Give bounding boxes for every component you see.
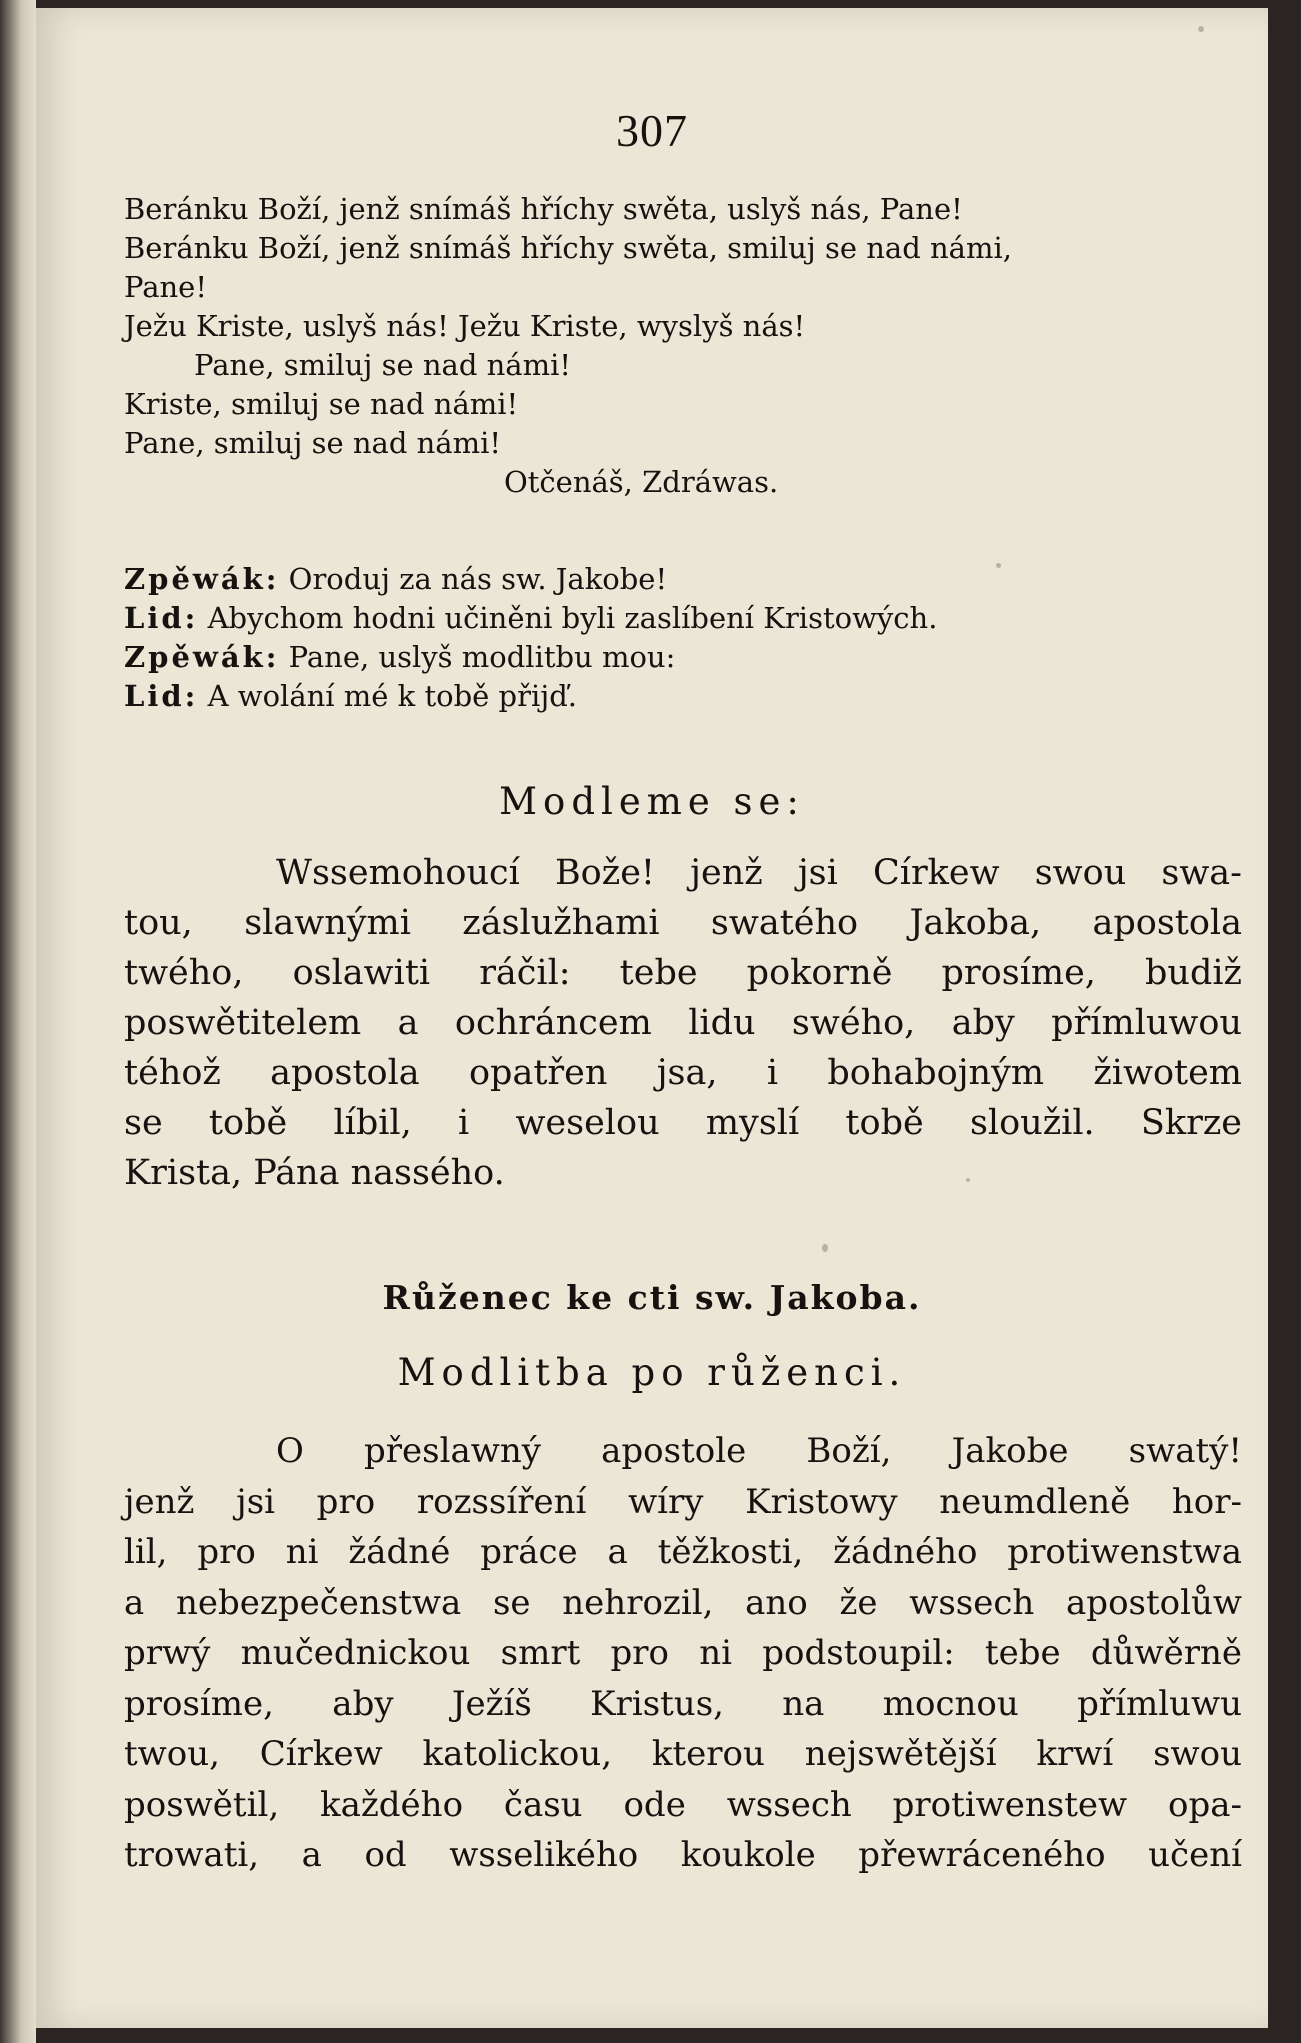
prayer-line: jenž jsi pro rozssíření wíry Kristowy neumdleně hor-	[124, 1481, 1242, 1522]
prayer-line: téhož apostola opatřen jsa, i bohabojným žiwotem	[124, 1053, 1242, 1093]
versicle-block	[124, 560, 1234, 716]
prayer-line: tou, slawnými záslužhami swatého Jakoba, apostola	[124, 903, 1242, 943]
book-page	[36, 8, 1268, 2028]
litany-block	[124, 190, 1234, 502]
versicle-text: Oroduj za nás sw. Jakobe!	[288, 562, 668, 596]
prayer-line: twou, Církew katolickou, kterou nejswětější krwí swou	[124, 1734, 1242, 1774]
prayer-line: Wssemohoucí Bože! jenž jsi Církew swou swa-	[276, 853, 1242, 893]
page-gutter	[0, 0, 36, 2043]
versicle-line	[124, 599, 1234, 638]
prayer-line: twého, oslawiti ráčil: tebe pokorně prosíme, budiž	[124, 953, 1242, 993]
paper-speck	[966, 1178, 970, 1182]
rosary-prayer	[124, 1426, 1242, 1881]
prayer-line: O přeslawný apostole Boží, Jakobe swatý!	[276, 1431, 1242, 1471]
litany-line: Beránku Boží, jenž snímáš hříchy swěta, smiluj se nad námi,	[124, 231, 1012, 265]
prayer-line: trowati, a od wsselikého koukole přewráceného učení	[124, 1835, 1242, 1875]
prayer-line: se tobě líbil, i weselou myslí tobě sloužil. Skrze	[124, 1103, 1242, 1143]
litany-line: Pane!	[124, 270, 207, 304]
litany-line: Beránku Boží, jenž snímáš hříchy swěta, uslyš nás, Pane!	[124, 192, 963, 226]
prayer-line: Krista, Pána nassého.	[124, 1153, 505, 1193]
paper-speck	[1198, 26, 1204, 32]
heading-rosary: Růženec ke cti sw. Jakoba.	[382, 1278, 922, 1317]
versicle-text: Pane, uslyš modlitbu mou:	[288, 640, 676, 674]
heading-prayer-after-rosary: Modlitba po růženci.	[397, 1351, 907, 1394]
prayer-line: a nebezpečenstwa se nehrozil, ano že wssech apostolůw	[124, 1582, 1242, 1623]
versicle-text: Abychom hodni učiněni byli zaslíbení Kristowých.	[207, 601, 938, 635]
versicle-label: Lid:	[124, 601, 199, 635]
prayer-line: lil, pro ni žádné práce a těžkosti, žádného protiwenstwa	[124, 1532, 1242, 1572]
litany-line: Pane, smiluj se nad námi!	[124, 426, 501, 460]
litany-line: Ježu Kriste, uslyš nás! Ježu Kriste, wyslyš nás!	[124, 309, 806, 343]
heading-let-us-pray: Modleme se:	[499, 780, 805, 823]
versicle-line	[124, 638, 1234, 677]
paper-speck	[822, 1244, 828, 1252]
prayer-line: poswětitelem a ochráncem lidu swého, aby přímluwou	[124, 1003, 1242, 1043]
versicle-text: A wolání mé k tobě přijď.	[207, 679, 577, 713]
versicle-line	[124, 560, 1234, 599]
versicle-label: Zpěwák:	[124, 640, 280, 674]
prayer-line: poswětil, každého času ode wssech protiwenstew opa-	[124, 1784, 1242, 1825]
collect-prayer	[124, 848, 1242, 1198]
litany-line: Kriste, smiluj se nad námi!	[124, 387, 519, 421]
versicle-label: Lid:	[124, 679, 199, 713]
prayer-line: prosíme, aby Ježíš Kristus, na mocnou přímluwu	[124, 1683, 1242, 1724]
page-number: 307	[616, 105, 688, 156]
paper-speck	[996, 563, 1001, 568]
prayer-line: prwý mučednickou smrt pro ni podstoupil: tebe důwěrně	[124, 1633, 1242, 1673]
litany-line: Pane, smiluj se nad námi!	[194, 348, 571, 382]
versicle-line	[124, 677, 1234, 716]
versicle-label: Zpěwák:	[124, 562, 280, 596]
litany-line: Otčenáš, Zdráwas.	[504, 465, 779, 499]
